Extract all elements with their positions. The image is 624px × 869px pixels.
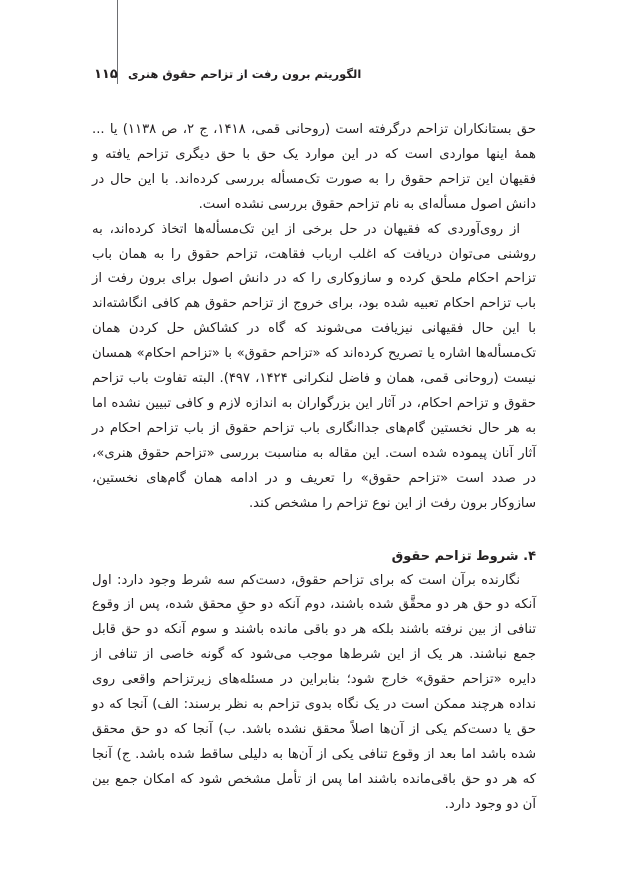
body-paragraph: حق بستانکاران تزاحم درگرفته است (روحانی قمی، ۱۴۱۸، ج ۲، ص ۱۱۳۸) یا ... همهٔ اینها مواردی است که در این موارد یک حق با حق دیگری تزاحم یافته و فقیهان این تزاحم حقوق را به صورت تک‌مسأله بررسی کرده‌اند. با این حال در دانش اصول مسأله‌ای به نام تزاحم حقوق بررسی نشده است. [92,122,536,212]
body-paragraph: نگارنده برآن است که برای تزاحم حقوق، دست‌کم سه شرط وجود دارد: اول آنکه دو حق هر دو محقَّق شده باشند، دوم آنکه دو حقِ محقق شده، پس از وقوع تنافی از بین نرفته باشند بلکه هر دو باقی مانده باشند و سوم آنکه دو حق قابل جمع نباشند. هر یک از این شرط‌ها موجب می‌شود که گونه خاصی از تنافی از دایره «تزاحم حقوق» خارج شود؛ بنابراین در مسئله‌های زیرتزاحم واقعی روی نداده هرچند ممکن است در یک نگاه بدوی تزاحم به نظر برسند: الف) آنجا که دو حق یا دست‌کم یکی از آن‌ها اصلاً محقق نشده باشد. ب) آنجا که دو حق محقق شده باشد اما بعد از وقوع تنافی یکی از آن‌ها به دلیلی ساقط شده باشد. ج) آنجا که هر دو حق باقی‌مانده باشند اما پس از تأمل مشخص شود که امکان جمع بین آن دو وجود دارد. [92,572,536,812]
section-heading: ۴. شروط تزاحم حقوق [391,548,536,564]
page-number: ۱۱۵ [94,67,118,82]
body-paragraph: از روی‌آوردی که فقیهان در حل برخی از این تک‌مسأله‌ها اتخاذ کرده‌اند، به روشنی می‌توان دریافت که اغلب ارباب فقاهت، تزاحم حقوق را به همان باب تزاحم احکام ملحق کرده و سازوکاری را که در دانش اصول برای برون رفت از باب تزاحم احکام تعبیه شده بود، برای خروج از تزاحم حقوق هم کافی انگاشته‌اند با این حال فقیهانی نیزیافت می‌شوند که گاه در کشاکش حل کردن همان تک‌مسأله‌ها اشاره یا تصریح کرده‌اند که «تزاحم حقوق» با «تزاحم احکام» همسان نیست (روحانی قمی، همان و فاضل لنکرانی ۱۴۲۴، ۴۹۷). البته تفاوت باب تزاحم حقوق و تزاحم احکام، در آثار این بزرگواران به اندازه لازم و کافی تبیین نشده اما به هر حال نخستین گام‌های جداانگاری باب تزاحم حقوق از باب تزاحم احکام در آثار آنان پیموده شده است. این مقاله به مناسبت بررسی «تزاحم حقوق هنری»، در صدد است «تزاحم حقوق» را تعریف و در ادامه همان گام‌های نخستین، سازوکار برون رفت از این نوع تزاحم را مشخص کند. [92,221,536,511]
running-header-title: الگوریتم برون رفت از تزاحم حقوق هنری [128,67,362,81]
page-body [92,118,536,818]
